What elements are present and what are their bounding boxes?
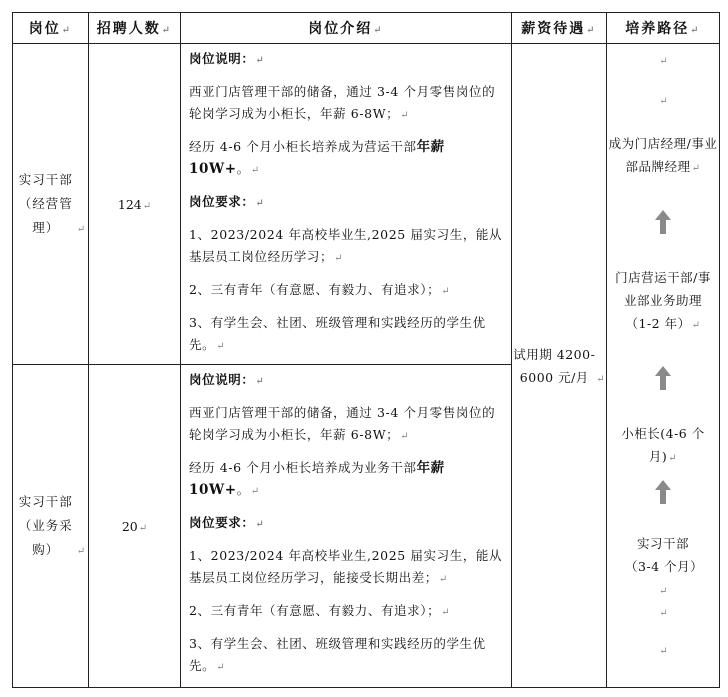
requirement-item: 3、有学生会、社团、班级管理和实践经历的学生优先。↵ [189,315,486,352]
requirement-item: 1、2023/2024 年高校毕业生,2025 届实习生，能从基层员工岗位经历学习；↵ [189,227,503,264]
position-cell: 实习干部（经营管理） ↵ [13,44,89,365]
requirement-item: 2、三有青年（有意愿、有毅力、有追求）；↵ [189,282,451,297]
arrow-up-icon [607,210,719,234]
table-row [13,44,720,365]
path-step-counter-lead: 小柜长(4-6 个月)↵ [621,426,705,464]
recruitment-table [12,12,720,688]
arrow-up-icon [607,366,719,390]
career-path-cell: ↵ ↵ 成为门店经理/事业部品牌经理↵ 门店营运干部/事业部业务助理（1-2 年）↵ 小柜长(4-6 个月)↵ 实习干部（3-4 个月）↵ ↵ ↵ [607,44,720,688]
desc-paragraph: 经历 4-6 个月小柜长培养成为业务干部年薪 10W+。↵ [189,460,445,498]
salary-text: 试用期 4200-6000 元/月 [513,346,596,385]
salary-cell: 试用期 4200-6000 元/月 ↵ [512,44,607,688]
requirements-title: 岗位要求：↵ [189,194,265,209]
desc-paragraph: 经历 4-6 个月小柜长培养成为营运干部年薪 10W+。↵ [189,139,445,177]
path-step-operations: 门店营运干部/事业部业务助理（1-2 年）↵ [615,270,711,331]
arrow-up-icon [607,480,719,504]
header-path: 培养路径↵ [607,13,720,44]
path-step-manager: 成为门店经理/事业部品牌经理↵ [608,136,718,174]
position-name: 实习干部（经营管理） [18,172,73,235]
header-row [13,13,720,44]
position-name: 实习干部（业务采购） [18,494,73,557]
intro-cell [181,365,512,688]
header-intro: 岗位介绍↵ [181,13,512,44]
requirement-item: 1、2023/2024 年高校毕业生,2025 届实习生，能从基层员工岗位经历学习，能接受长期出差；↵ [189,548,503,585]
desc-title: 岗位说明：↵ [189,51,265,66]
headcount: 124 [117,196,142,212]
header-count: 招聘人数↵ [89,13,181,44]
requirement-item: 3、有学生会、社团、班级管理和实践经历的学生优先。↵ [189,636,486,673]
count-cell: 124↵ [89,44,181,365]
path-step-intern: 实习干部（3-4 个月）↵ [625,536,704,597]
header-position: 岗位↵ [13,13,89,44]
header-salary: 薪资待遇↵ [512,13,607,44]
desc-title: 岗位说明：↵ [189,372,265,387]
intro-cell [181,44,512,365]
requirement-item: 2、三有青年（有意愿、有毅力、有追求）；↵ [189,603,451,618]
desc-paragraph: 西亚门店管理干部的储备，通过 3-4 个月零售岗位的轮岗学习成为小柜长，年薪 6-8W；↵ [189,405,496,442]
desc-paragraph: 西亚门店管理干部的储备，通过 3-4 个月零售岗位的轮岗学习成为小柜长，年薪 6-8W；↵ [189,84,496,121]
requirements-title: 岗位要求：↵ [189,515,265,530]
headcount: 20 [121,518,138,534]
position-cell: 实习干部（业务采购） ↵ [13,365,89,688]
count-cell: 20↵ [89,365,181,688]
